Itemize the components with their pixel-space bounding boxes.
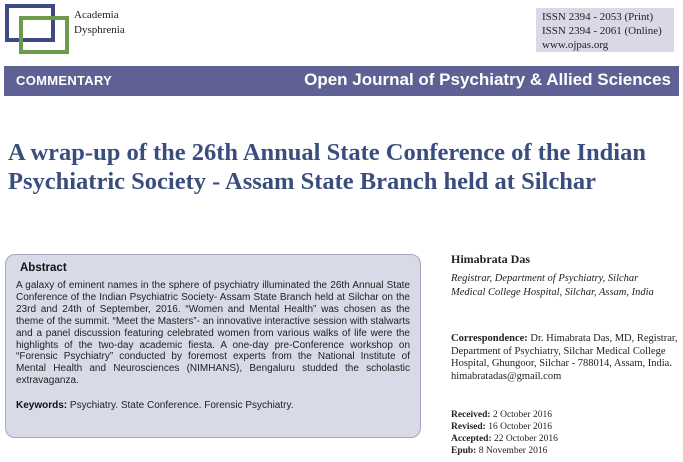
affiliation-line-2: Medical College Hospital, Silchar, Assam, India xyxy=(451,287,654,298)
epub-label: Epub: xyxy=(451,445,477,456)
logo-line-2: Dysphrenia xyxy=(74,24,125,36)
article-title: A wrap-up of the 26th Annual State Conference of the Indian Psychiatric Society - Assam State Branch held at Silchar xyxy=(8,139,646,195)
revised-label: Revised: xyxy=(451,421,486,432)
section-label: COMMENTARY xyxy=(16,73,113,88)
journal-logo xyxy=(5,4,65,48)
keywords-label: Keywords: xyxy=(16,400,68,412)
accepted-label: Accepted: xyxy=(451,433,492,444)
abstract-text: A galaxy of eminent names in the sphere of psychiatry illuminated the 26th Annual State Conference of the Indian Psychiatric Society- Assam State Branch held at Silchar on the 23rd and 24th of September, 2016. “Women and Mental Health” was chosen as the theme of the summit. “Meet the Masters”- an innovative interactive session with stalwarts and a panel discussion featuring celebrated women from various walks of life were the highlights of the two-day academic fiesta. A one-day pre-Conference workshop on “Forensic Psychiatry” conducted by foremost experts from the National Institute of Mental Health and Neurosciences (NIMHANS), Bengaluru studded the scholastic extravaganza. xyxy=(16,280,410,387)
date-epub xyxy=(451,446,558,458)
journal-website[interactable]: www.ojpas.org xyxy=(542,39,609,51)
revised-date: 16 October 2016 xyxy=(488,421,553,432)
abstract-heading: Abstract xyxy=(20,262,67,274)
accepted-date: 22 October 2016 xyxy=(494,433,558,444)
logo-square-green xyxy=(19,16,69,54)
article-dates xyxy=(451,410,558,458)
correspondence xyxy=(451,333,683,383)
date-received xyxy=(451,410,558,422)
issn-print: ISSN 2394 - 2053 (Print) xyxy=(542,11,654,23)
author-affiliation xyxy=(451,272,683,300)
logo-line-1: Academia xyxy=(74,9,119,21)
abstract-box xyxy=(5,254,421,438)
epub-date: 8 November 2016 xyxy=(478,445,548,456)
correspondence-text: Dr. Himabrata Das, MD, Registrar, Department of Psychiatry, Silchar Medical College Hospital, Ghungoor, Silchar - 788014, Assam, India. xyxy=(451,333,678,370)
received-label: Received: xyxy=(451,410,491,420)
received-date: 2 October 2016 xyxy=(492,410,553,420)
keywords-text: Psychiatry. State Conference. Forensic Psychiatry. xyxy=(69,400,294,412)
journal-name: Open Journal of Psychiatry & Allied Sciences xyxy=(304,70,671,89)
date-revised xyxy=(451,422,558,434)
issn-online: ISSN 2394 - 2061 (Online) xyxy=(542,25,662,37)
keywords xyxy=(16,400,410,411)
section-banner xyxy=(4,66,679,96)
correspondence-label: Correspondence: xyxy=(451,333,528,344)
date-accepted xyxy=(451,434,558,446)
correspondence-email[interactable]: himabratadas@gmail.com xyxy=(451,370,562,382)
issn-box xyxy=(536,8,674,52)
author-name: Himabrata Das xyxy=(451,252,530,266)
affiliation-line-1: Registrar, Department of Psychiatry, Silchar xyxy=(451,273,639,284)
logo-text xyxy=(74,8,125,38)
